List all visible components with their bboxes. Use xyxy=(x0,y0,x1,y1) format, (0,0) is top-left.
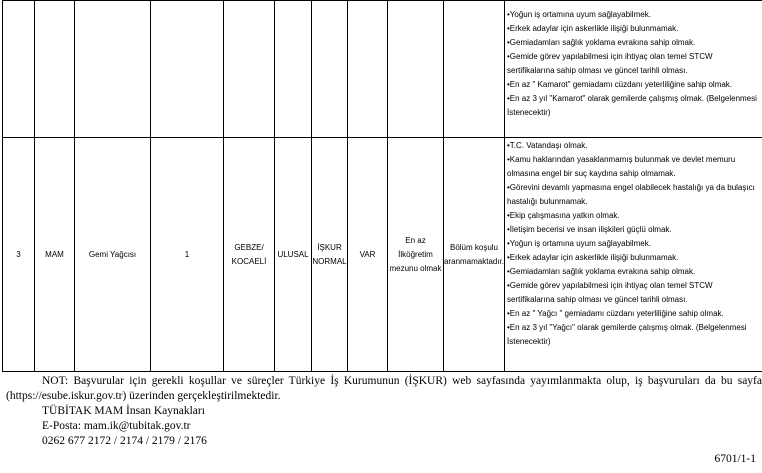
requirement-line: •Yoğun iş ortamına uyum sağlayabilmek. xyxy=(507,10,651,19)
requirement-line: •Gemiadamları sağlık yoklama evrakına sahip olmak. xyxy=(507,38,696,47)
education-line: En az xyxy=(405,235,426,245)
program-cell xyxy=(312,138,348,372)
travel-cell: VAR xyxy=(348,138,388,372)
location-line: GEBZE/ xyxy=(234,242,264,252)
position-cell xyxy=(75,1,151,138)
count-cell: 1 xyxy=(151,138,224,372)
job-table xyxy=(2,0,762,372)
department-line: aranmamaktadır. xyxy=(444,256,505,266)
education-line: mezunu olmak xyxy=(389,263,442,273)
requirement-line: •Ekip çalışmasına yatkın olmak. xyxy=(507,211,620,220)
row-number: 3 xyxy=(3,138,35,372)
row-number xyxy=(3,1,35,138)
location-cell xyxy=(224,138,275,372)
requirement-line: •Yoğun iş ortamına uyum sağlayabilmek. xyxy=(507,239,651,248)
requirement-line: •İletişim becerisi ve insan ilişkileri güçlü olmak. xyxy=(507,225,672,234)
requirement-line: •Görevini devamlı yapmasına engel olabilecek hastalığı ya da bulaşıcı xyxy=(507,183,755,192)
count-cell xyxy=(151,1,224,138)
requirement-line: sertifikalarına sahip olması ve güncel tarihli olması. xyxy=(507,295,688,304)
unit-cell xyxy=(35,1,75,138)
program-line: İŞKUR xyxy=(317,242,342,252)
position-cell: Gemi Yağcısı xyxy=(75,138,151,372)
table-row xyxy=(3,138,762,372)
application-note: NOT: Başvurular için gerekli koşullar ve süreçler Türkiye İş Kurumunun (İŞKUR) web sayfasında yayımlanmakta olup, iş başvuruları da bu sayfa (https://esube.iskur.gov.tr) üzerinden gerçekleştirilmektedir. xyxy=(6,375,762,402)
document-number: 6701/1-1 xyxy=(714,453,756,465)
requirement-line: •T.C. Vatandaşı olmak. xyxy=(507,141,588,150)
contact-phone: 0262 677 2172 / 2174 / 2179 / 2176 xyxy=(42,435,207,447)
unit-cell: MAM xyxy=(35,138,75,372)
requirement-line: •Erkek adaylar için askerlikle ilişiği bulunmamak. xyxy=(507,253,679,262)
requirement-line: İstenecektir) xyxy=(507,108,551,117)
requirement-line: •Gemiadamları sağlık yoklama evrakına sahip olmak. xyxy=(507,267,696,276)
requirement-line: •Kamu haklarından yasaklanmamış bulunmak ve devlet memuru xyxy=(507,155,736,164)
travel-cell xyxy=(348,1,388,138)
table-row xyxy=(3,1,762,138)
scope-cell xyxy=(275,1,312,138)
requirements-cell xyxy=(505,138,762,372)
location-line: KOCAELİ xyxy=(231,256,267,266)
requirement-line: •Gemide görev yapılabilmesi için ihtiyaç olan temel STCW xyxy=(507,52,713,61)
contact-email: E-Posta: mam.ik@tubitak.gov.tr xyxy=(42,420,191,432)
education-line: İlköğretim xyxy=(398,249,433,259)
requirement-line: •En az 3 yıl "Kamarot" olarak gemilerde çalışmış olmak. (Belgelenmesi xyxy=(507,94,757,103)
footer xyxy=(6,374,762,449)
requirement-line: •Erkek adaylar için askerlikle ilişiği bulunmamak. xyxy=(507,24,679,33)
requirement-line: hastalığı bulunmamak. xyxy=(507,197,588,206)
requirement-line: sertifikalarına sahip olması ve güncel tarihli olması. xyxy=(507,66,688,75)
requirement-line: İstenecektir) xyxy=(507,337,551,346)
education-cell xyxy=(388,1,444,138)
organization-name: TÜBİTAK MAM İnsan Kaynakları xyxy=(42,405,205,417)
requirement-line: •En az " Kamarot" gemiadamı cüzdanı yeterliliğine sahip olmak. xyxy=(507,80,733,89)
requirement-line: •Gemide görev yapılabilmesi için ihtiyaç olan temel STCW xyxy=(507,281,713,290)
department-line: Bölüm koşulu xyxy=(449,242,499,252)
education-cell xyxy=(388,138,444,372)
location-cell xyxy=(224,1,275,138)
scope-cell: ULUSAL xyxy=(275,138,312,372)
department-cell xyxy=(444,138,505,372)
requirement-line: •En az " Yağcı " gemiadamı cüzdanı yeterliliğine sahip olmak. xyxy=(507,309,724,318)
requirement-line: •En az 3 yıl "Yağcı" olarak gemilerde çalışmış olmak. (Belgelenmesi xyxy=(507,323,747,332)
requirement-line: olmasına engel bir suç kaydına sahip olmamak. xyxy=(507,169,676,178)
department-cell xyxy=(444,1,505,138)
program-line: NORMAL xyxy=(312,256,347,266)
program-cell xyxy=(312,1,348,138)
requirements-cell xyxy=(505,1,762,138)
